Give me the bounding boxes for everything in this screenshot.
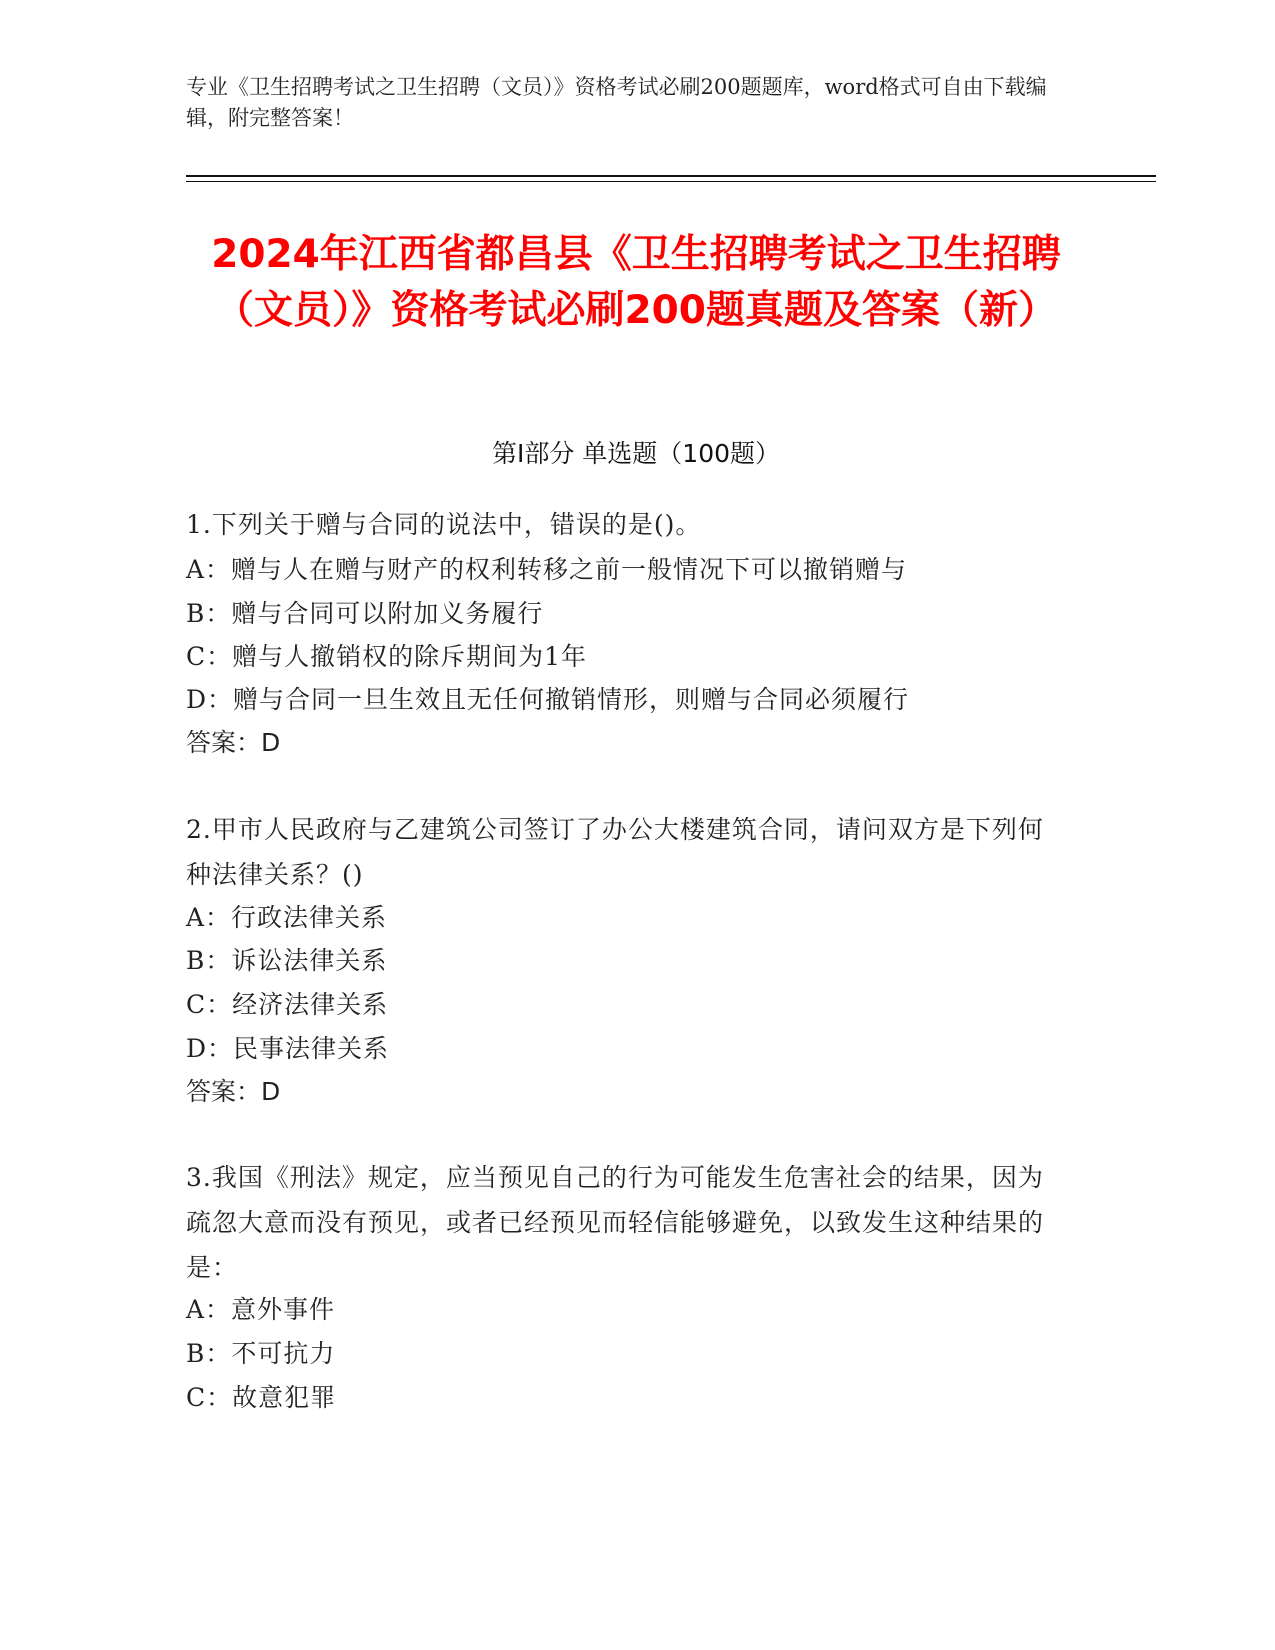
question-2-option-b: B：诉讼法律关系 (186, 946, 388, 975)
question-2-answer: 答案：D (186, 1077, 281, 1106)
question-2-option-c: C：经济法律关系 (186, 990, 389, 1019)
question-2-option-a: A：行政法律关系 (186, 903, 388, 932)
section-heading: 第I部分 单选题（100题） (491, 439, 781, 468)
question-3-text: 3.我国《刑法》规定，应当预见自己的行为可能发生危害社会的结果，因为疏忽大意而没有预见，或者已经预见而轻信能够避免，以致发生这种结果的是： (186, 1163, 1045, 1282)
question-1-option-d: D：赠与合同一旦生效且无任何撤销情形，则赠与合同必须履行 (186, 685, 910, 714)
document-title: 2024年江西省都昌县《卫生招聘考试之卫生招聘（文员）》资格考试必刷200题真题及答案（新） (211, 232, 1061, 333)
question-2-text: 2.甲市人民政府与乙建筑公司签订了办公大楼建筑合同，请问双方是下列何种法律关系？() (186, 815, 1044, 889)
header-divider-thin (186, 181, 1156, 182)
question-3-option-a: A：意外事件 (186, 1295, 336, 1324)
header-note: 专业《卫生招聘考试之卫生招聘（文员）》资格考试必刷200题题库，word格式可自由下载编辑，附完整答案！ (186, 75, 1047, 130)
question-1-option-c: C：赠与人撤销权的除斥期间为1年 (186, 642, 588, 671)
question-3-option-c: C：故意犯罪 (186, 1383, 337, 1412)
question-3-option-b: B：不可抗力 (186, 1339, 336, 1368)
question-1-answer: 答案：D (186, 728, 281, 757)
header-divider-thick (186, 175, 1156, 177)
question-1-text: 1.下列关于赠与合同的说法中，错误的是()。 (186, 510, 702, 539)
question-1-option-a: A：赠与人在赠与财产的权利转移之前一般情况下可以撤销赠与 (186, 555, 908, 584)
question-1-option-b: B：赠与合同可以附加义务履行 (186, 599, 544, 628)
question-2-option-d: D：民事法律关系 (186, 1034, 390, 1063)
